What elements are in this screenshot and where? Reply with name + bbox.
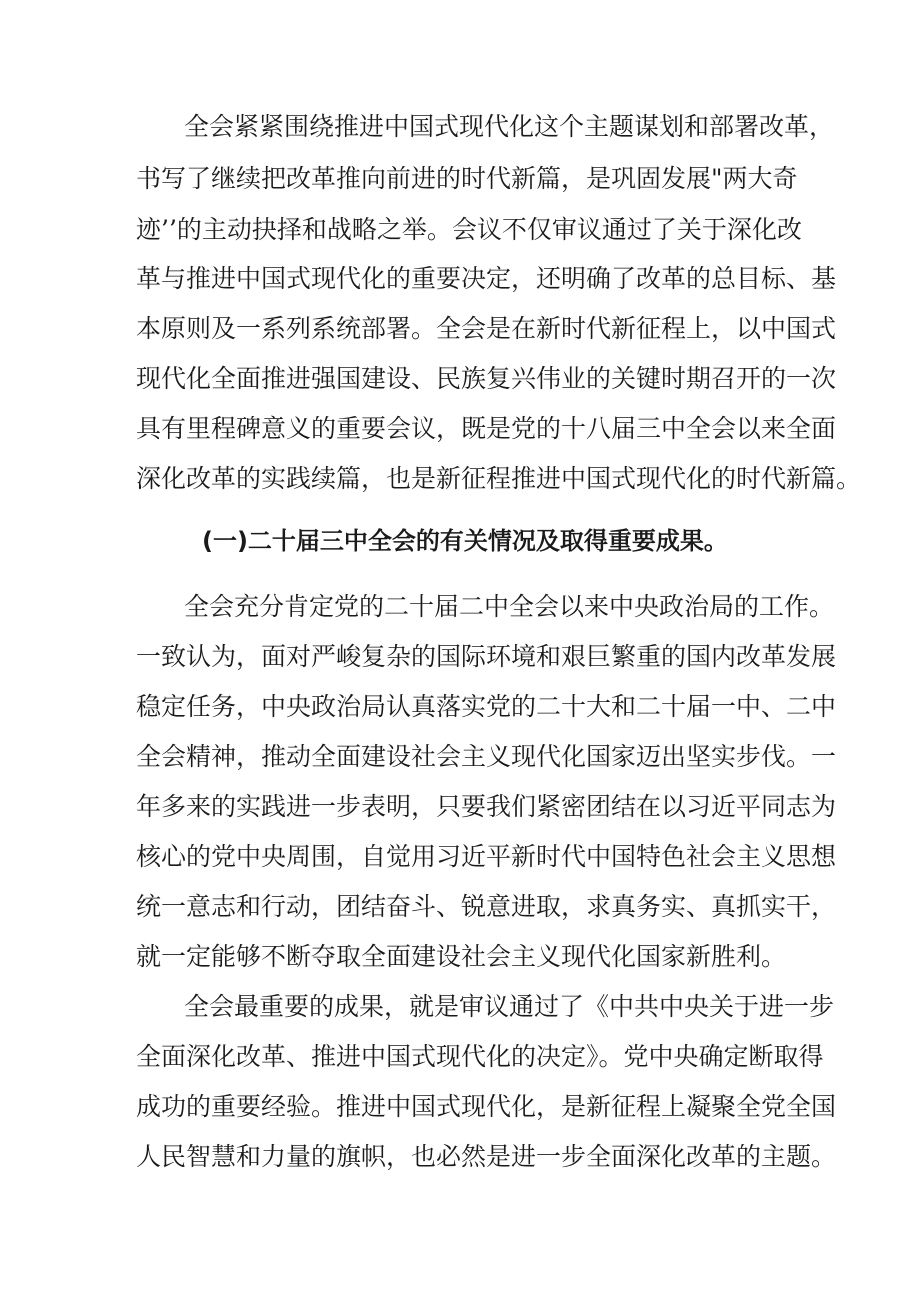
paragraph-2-line-1: 全会充分肯定党的二十届二中全会以来中央政治局的工作。 bbox=[184, 592, 835, 621]
paragraph-1-line-8: 深化改革的实践续篇，也是新征程推进中国式现代化的时代新篇。 bbox=[136, 464, 862, 493]
paragraph-3-line-3: 成功的重要经验。推进中国式现代化，是新征程上凝聚全党全国 bbox=[136, 1092, 837, 1121]
paragraph-2-line-5: 年多来的实践进一步表明，只要我们紧密团结在以习近平同志为 bbox=[136, 792, 837, 821]
paragraph-3-line-2: 全面深化改革、推进中国式现代化的决定》。党中央确定断取得 bbox=[136, 1042, 824, 1071]
paragraph-1-line-4: 革与推进中国式现代化的重要决定，还明确了改革的总目标、基 bbox=[136, 264, 837, 293]
paragraph-3-line-4: 人民智慧和力量的旗帜，也必然是进一步全面深化改革的主题。 bbox=[136, 1142, 837, 1171]
paragraph-2-line-7: 统一意志和行动，团结奋斗、锐意进取，求真务实、真抓实干， bbox=[136, 892, 837, 921]
paragraph-1-line-3: 迹’’的主动抉择和战略之举。会议不仅审议通过了关于深化改 bbox=[136, 215, 802, 244]
paragraph-1-line-1: 全会紧紧围绕推进中国式现代化这个主题谋划和部署改革， bbox=[184, 112, 835, 141]
paragraph-2-line-8: 就一定能够不断夺取全面建设社会主义现代化国家新胜利。 bbox=[136, 942, 787, 971]
paragraph-3-line-1: 全会最重要的成果，就是审议通过了《中共中央关于进一步 bbox=[184, 992, 835, 1021]
paragraph-1-line-7: 具有里程碑意义的重要会议，既是党的十八届三中全会以来全面 bbox=[136, 414, 837, 443]
paragraph-1-line-5: 本原则及一系列系统部署。全会是在新时代新征程上，以中国式 bbox=[136, 314, 837, 343]
paragraph-2-line-6: 核心的党中央周围，自觉用习近平新时代中国特色社会主义思想 bbox=[136, 842, 837, 871]
paragraph-2-line-3: 稳定任务，中央政治局认真落实党的二十大和二十届一中、二中 bbox=[136, 692, 837, 721]
paragraph-1-line-2: 书写了继续把改革推向前进的时代新篇，是巩固发展"两大奇 bbox=[136, 164, 798, 193]
paragraph-1-line-6: 现代化全面推进强国建设、民族复兴伟业的关键时期召开的一次 bbox=[136, 364, 837, 393]
section-heading: (一)二十届三中全会的有关情况及取得重要成果。 bbox=[202, 527, 728, 555]
paragraph-2-line-4: 全会精神，推动全面建设社会主义现代化国家迈出坚实步伐。一 bbox=[136, 742, 837, 771]
paragraph-2-line-2: 一致认为，面对严峻复杂的国际环境和艰巨繁重的国内改革发展 bbox=[136, 642, 837, 671]
